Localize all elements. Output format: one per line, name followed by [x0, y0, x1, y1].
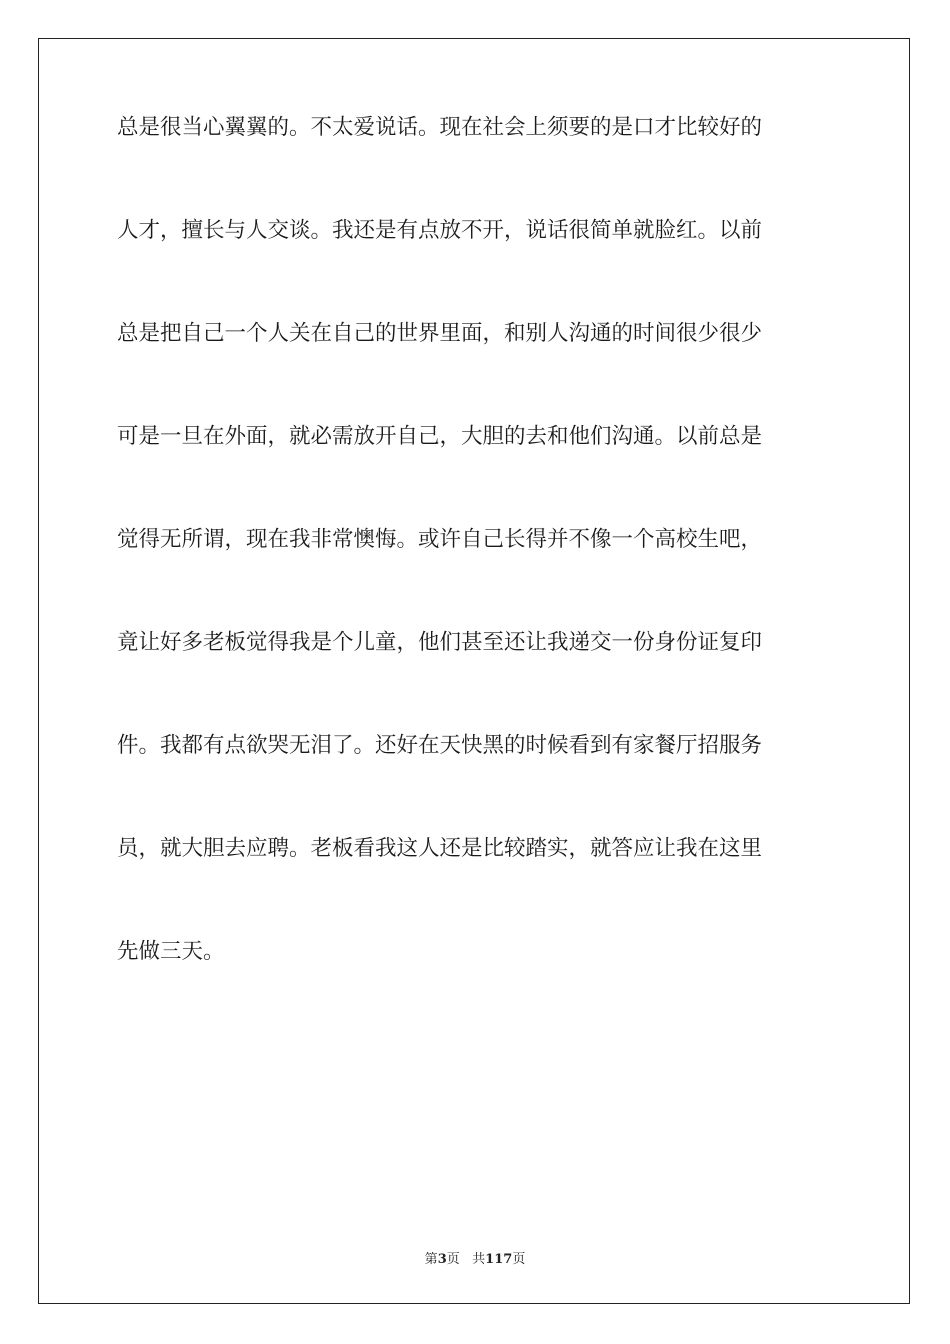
text-line: 件。我都有点欲哭无泪了。还好在天快黑的时候看到有家餐厅招服务 [117, 733, 763, 758]
text-line: 竟让好多老板觉得我是个儿童，他们甚至还让我递交一份身份证复印 [117, 630, 763, 655]
text-line: 人才，擅长与人交谈。我还是有点放不开，说话很简单就脸红。以前 [117, 218, 763, 243]
text-line: 觉得无所谓，现在我非常懊悔。或许自己长得并不像一个高校生吧， [117, 527, 763, 552]
page-prefix: 第 [424, 1252, 438, 1267]
text-line: 员，就大胆去应聘。老板看我这人还是比较踏实，就答应让我在这里 [117, 836, 763, 861]
total-suffix: 页 [512, 1252, 526, 1267]
text-line: 可是一旦在外面，就必需放开自己，大胆的去和他们沟通。以前总是 [117, 424, 763, 449]
document-body [117, 115, 837, 1055]
text-line: 总是很当心翼翼的。不太爱说话。现在社会上须要的是口才比较好的 [117, 115, 763, 140]
page-suffix: 页 [446, 1252, 460, 1267]
total-prefix: 共 [472, 1252, 486, 1267]
page-footer [0, 1248, 950, 1267]
text-line: 总是把自己一个人关在自己的世界里面，和别人沟通的时间很少很少 [117, 321, 763, 346]
total-pages: 117 [485, 1252, 513, 1267]
page-number: 3 [437, 1252, 447, 1267]
text-line: 先做三天。 [117, 939, 225, 964]
